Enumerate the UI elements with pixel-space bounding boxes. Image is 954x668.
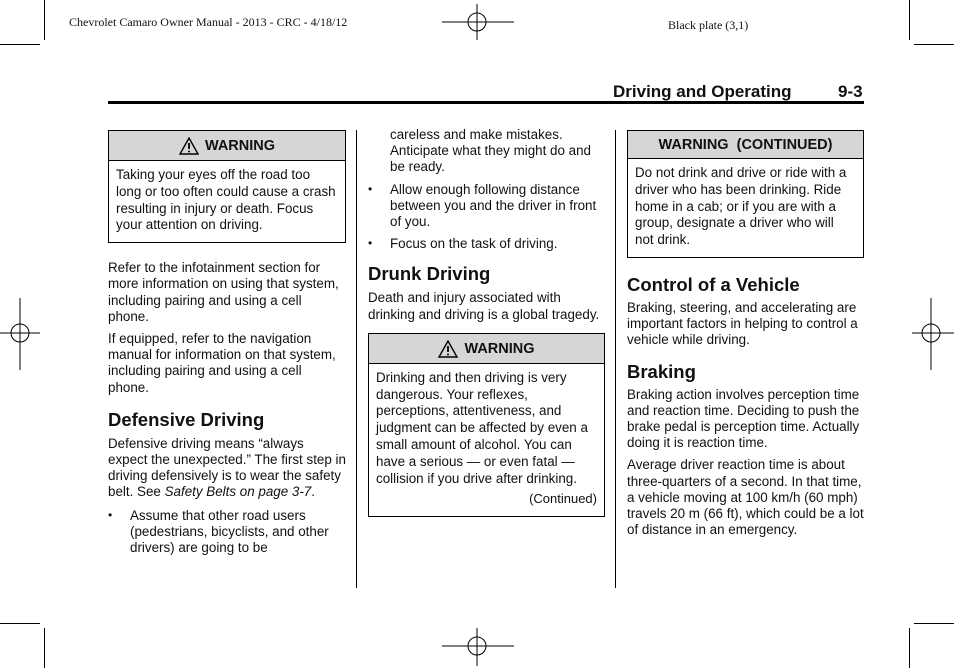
list-item-text: Allow enough following distance between you and the driver in front of you. — [390, 181, 597, 230]
column-divider — [356, 130, 357, 588]
section-heading: Control of a Vehicle — [627, 273, 800, 295]
warning-title: WARNING (CONTINUED) — [658, 137, 833, 153]
list-item — [368, 182, 605, 231]
warning-header — [628, 131, 863, 159]
column-1 — [108, 130, 346, 556]
paragraph: Refer to the infotainment section for more information on using that system, including pairing and using a cell phone. — [108, 260, 339, 324]
page-number: 9-3 — [838, 82, 863, 101]
header-rule — [108, 101, 864, 104]
crop-mark — [909, 0, 910, 40]
warning-box — [368, 333, 605, 517]
registration-mark-icon — [440, 628, 516, 668]
column-2 — [368, 127, 605, 517]
bullet-dot-icon: • — [108, 507, 113, 522]
crop-mark — [0, 44, 40, 45]
crop-mark — [44, 0, 45, 40]
paragraph: Braking action involves perception time and reaction time. Deciding to push the brake pedal is perception time. Actually doing it is reaction time. — [627, 386, 860, 451]
warning-box-continued — [627, 130, 864, 258]
paragraph: Death and injury associated with drinking and driving is a global tragedy. — [368, 290, 600, 322]
print-header-right: Black plate (3,1) — [668, 18, 749, 32]
list-item — [368, 236, 605, 252]
warning-text: Do not drink and drive or ride with a driver who has been drinking. Ride home in a cab; or if you are with a group, designate a driver who will not drink. — [635, 165, 847, 248]
warning-body — [369, 364, 604, 516]
paragraph-text: Defensive driving means “always expect the unexpected.” The first step in driving defensively is to wear the safety belt. See — [108, 435, 346, 500]
paragraph: Average driver reaction time is about three-quarters of a second. In that time, a vehicle moving at 100 km/h (60 mph) travels 20 m (66 ft), which could be a lot of distance in an emergency. — [627, 457, 864, 538]
list-item-text: Assume that other road users (pedestrians, bicyclists, and other drivers) are going to be — [130, 507, 329, 556]
warning-triangle-icon — [179, 137, 199, 155]
warning-title: WARNING — [204, 138, 276, 154]
list-item — [108, 508, 346, 557]
bullet-dot-icon: • — [368, 236, 373, 251]
continued-label: (Continued) — [529, 491, 597, 507]
cross-reference-link[interactable]: Safety Belts on page 3-7 — [164, 484, 312, 500]
crop-mark — [0, 623, 40, 624]
running-head-section: Driving and Operating — [613, 82, 792, 101]
warning-text: Taking your eyes off the road too long or too often could cause a crash resulting in injury or death. Focus your attention on driving. — [116, 167, 336, 233]
section-heading: Defensive Driving — [108, 408, 265, 430]
paragraph — [108, 436, 346, 501]
bullet-dot-icon: • — [368, 181, 373, 196]
paragraph: Braking, steering, and accelerating are important factors in helping to control a vehicle while driving. — [627, 299, 858, 348]
crop-mark — [914, 623, 954, 624]
warning-triangle-icon — [438, 340, 458, 358]
registration-mark-icon — [0, 296, 42, 372]
paragraph: If equipped, refer to the navigation manual for information on that system, including pairing and using a cell phone. — [108, 331, 336, 395]
section-heading: Drunk Driving — [368, 263, 491, 285]
list-item — [368, 127, 605, 176]
list-item-text: Focus on the task of driving. — [390, 236, 558, 252]
warning-box — [108, 130, 346, 243]
crop-mark — [909, 628, 910, 668]
crop-mark — [44, 628, 45, 668]
registration-mark-icon — [440, 2, 516, 42]
warning-header — [109, 131, 345, 161]
warning-text: Drinking and then driving is very dangerous. Your reflexes, perceptions, attentiveness, and judgment can be affected by even a small amount of alcohol. You can have a serious — or even fatal — collision if you drive after drinking. — [376, 369, 588, 486]
list-item-text: careless and make mistakes. Anticipate what they might do and be ready. — [390, 127, 591, 175]
print-header-left: Chevrolet Camaro Owner Manual - 2013 - CRC - 4/18/12 — [69, 15, 348, 29]
warning-title: WARNING — [464, 340, 535, 357]
punctuation: . — [311, 484, 315, 500]
column-divider — [615, 130, 616, 588]
crop-mark — [914, 44, 954, 45]
registration-mark-icon — [910, 296, 954, 372]
section-heading: Braking — [627, 360, 696, 382]
warning-header — [369, 334, 604, 364]
column-3 — [627, 130, 864, 538]
